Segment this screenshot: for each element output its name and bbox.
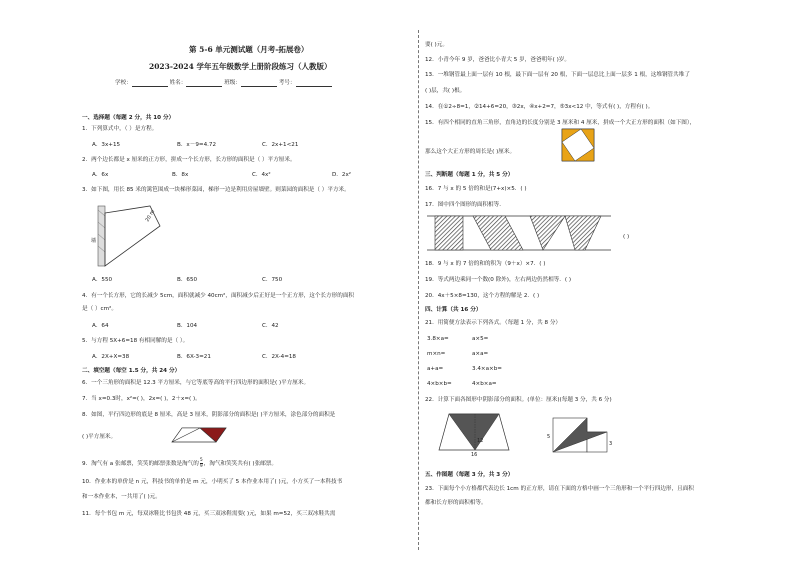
q21-row-2 [427, 351, 488, 358]
q4-option-b[interactable]: B．104 [177, 323, 198, 329]
q10-text-line2: 和一本作业本，一共用了( )元。 [82, 494, 161, 500]
q2-option-c[interactable]: C．4x² [252, 172, 271, 178]
id-label: 考号： [278, 80, 296, 86]
q4-option-a[interactable]: A．64 [92, 323, 109, 329]
q21-item: m×n= [427, 351, 446, 357]
q3-options [92, 277, 282, 284]
q13-text-line2: ( )层，共( )根。 [425, 88, 466, 94]
q22-text: 22．计算下面各图形中阴影部分的面积。(单位：厘米)(每题 3 分，共 6 分) [425, 397, 612, 403]
id-field[interactable] [296, 80, 332, 87]
q8-text-line1: 8．如图，平行四边形的底是 8 厘米，高是 3 厘米，阴影部分的面积是( )平方厘米，涂色部分的面积是 [82, 412, 336, 418]
class-label: 班级： [224, 80, 241, 86]
q1-option-a[interactable]: A．3x+15 [92, 142, 121, 148]
q13-text-line1: 13．一堆钢管最上面一层有 10 根，最下面一层有 20 根，下面一层总比上面一层多 1 根，这堆钢管共堆了 [425, 72, 690, 78]
section2-heading: 二、填空题（每空 1.5 分，共 24 分） [82, 368, 181, 374]
q21-item: 3.4×a×b= [472, 366, 502, 372]
q1-option-b[interactable]: B．x－9=4.72 [177, 142, 217, 148]
q2-options [92, 172, 351, 179]
q15-text-line2: 那么这个大正方形的周长是( )厘米。 [425, 149, 516, 155]
q19-text: 19．等式两边乘同一个数(0 除外)，左右两边仍然相等．( ) [425, 277, 572, 283]
school-label: 学校： [115, 80, 132, 86]
q18-text: 18．9 与 x 的 7 倍的和的积为（9＋x）×7．( ) [425, 261, 546, 267]
q21-item: a×a= [472, 351, 489, 357]
q21-row-1 [427, 336, 488, 343]
q2-option-d[interactable]: D．2x² [332, 172, 352, 178]
q9-fraction [200, 458, 203, 469]
q11-text: 11．每个书包 m 元，每双冰鞋比书包贵 48 元，买三双冰鞋需要( )元，如果 m=52，买三双冰鞋共需 [82, 511, 336, 517]
q23-text-line1: 23．下面每个小方格都代表边长 1cm 的正方形，请在下面的方格中画一个三角形和一个平行四边形，且面积 [425, 486, 694, 492]
q4-text-line1: 4．有一个长方形，它的长减少 5cm，面积就减少 40cm²，面积减少后正好是一个正方形，这个长方形的面积 [82, 293, 355, 299]
q8-parallelogram-figure [170, 426, 230, 444]
q5-option-c[interactable]: C．2X-4=18 [262, 354, 296, 360]
shape-triangle [530, 216, 565, 250]
fig2-right-label: 3 [609, 441, 613, 447]
shape-rectangle [435, 216, 463, 250]
q20-text: 20．4x＋5×8=130，这个方程的解是 2．( ) [425, 293, 540, 299]
column-divider [418, 30, 419, 550]
q3-option-b[interactable]: B．650 [177, 277, 198, 283]
q21-item: a+a= [427, 366, 444, 372]
q9-text [82, 458, 277, 469]
fig1-height-label: 12 [477, 438, 484, 444]
q17-answer-mark[interactable]: ( ) [623, 234, 630, 240]
q4-option-c[interactable]: C．42 [262, 323, 279, 329]
q9-fraction-denominator: 9 [199, 464, 203, 469]
q14-text: 14．在①2÷8=1，②14+6=20，③2x，④x+2=7，⑤3x<12 中，等式有( )，方程有( )。 [425, 104, 654, 110]
q9-text-post: ，淘气和笑笑共有( )张邮票。 [203, 461, 277, 467]
q23-text-line2: 都和长方形的面积相等。 [425, 500, 487, 506]
q21-item: a×5= [472, 336, 489, 342]
q1-text: 1．下列算式中，（ ）是方程。 [82, 126, 158, 132]
q4-options [92, 323, 279, 330]
q9-text-pre: 9．淘气有 a 张邮票，笑笑的邮票张数是淘气的 [82, 461, 199, 467]
q2-option-b[interactable]: B．8x [172, 172, 189, 178]
q5-options [92, 354, 296, 361]
q16-text: 16．7 与 x 的 5 倍的和是(7+x)×5．( ) [425, 186, 527, 192]
q21-item: 3.8×a= [427, 336, 449, 342]
q17-text: 17．图中四个图形的面积相等． [425, 202, 505, 208]
q6-text: 6．一个三角形的面积是 12.3 平方厘米，与它等底等高的平行四边形的面积是( )平方厘米。 [82, 380, 310, 386]
q3-wall-label: 墙 [91, 238, 97, 244]
fig1-base-label: 16 [471, 452, 478, 458]
q3-text: 3．如下图，用长 85 米的篱笆围成一块梯形菜园，梯形一边是利用房屋墙壁。则菜园的面积是（ ）平方米。 [82, 187, 350, 193]
q22-figure-1 [435, 412, 515, 456]
exam-title: 第 5-6 单元测试题（月考-拓展卷） [189, 45, 309, 54]
section4-heading: 四、计算（共 16 分） [425, 307, 482, 313]
section3-heading: 三、判断题（每题 1 分，共 5 分） [425, 172, 514, 178]
school-field[interactable] [132, 80, 168, 87]
student-info-row [115, 80, 332, 87]
q12-text: 12．小青今年 9 岁，爸爸比小青大 5 岁，爸爸明年( )岁。 [425, 57, 570, 63]
q21-item: 4×b×b= [427, 381, 452, 387]
q17-four-shapes-figure [425, 212, 615, 254]
q3-option-a[interactable]: A．550 [92, 277, 113, 283]
shape-trapezoid [565, 216, 601, 250]
name-field[interactable] [186, 80, 222, 87]
q3-option-c[interactable]: C．750 [262, 277, 283, 283]
q15-text-line1: 15．有四个相同的直角三角形，直角边的长度分别是 3 厘米和 4 厘米，拼成一个大正方形的面积（如下图）， [425, 120, 696, 126]
q5-option-b[interactable]: B．6X-3=21 [177, 354, 211, 360]
q2-option-a[interactable]: A．6x [92, 172, 109, 178]
q1-option-c[interactable]: C．2x+1<21 [262, 142, 299, 148]
q21-text: 21．用简便方法表示下列各式。（每题 1 分，共 8 分） [425, 320, 562, 326]
q5-text: 5．与方程 5X+6=18 有相同解的是（ ）。 [82, 338, 189, 344]
fig2-left-label: 5 [547, 434, 551, 440]
q21-row-3 [427, 366, 502, 373]
q3-trapezoid-figure [90, 198, 180, 273]
q4-text-line2: 是（ ）cm²。 [82, 306, 117, 312]
right-column [425, 0, 770, 562]
q21-item: 4×b×a= [472, 381, 497, 387]
q10-text-line1: 10．作业本的单价是 n 元，科技书的单价是 m 元，小明买了 5 本作业本用了( )元，小方买了一本科技书 [82, 479, 343, 485]
q11-text-end: 要( )元。 [425, 42, 448, 48]
section1-heading: 一、选择题（每题 2 分，共 10 分） [82, 115, 175, 121]
exam-subtitle: 2023-2024 学年五年级数学上册阶段练习（人教版） [149, 62, 332, 71]
class-field[interactable] [241, 80, 277, 87]
left-column [82, 0, 412, 562]
q2-text: 2．两个边长都是 x 厘米的正方形，拼成一个长方形，长方形的面积是（ ）平方厘米。 [82, 157, 296, 163]
q8-text-line2: ( )平方厘米。 [82, 434, 117, 440]
q15-pinwheel-figure [561, 128, 597, 164]
q1-options [92, 142, 298, 149]
q9-fraction-numerator: 5 [199, 458, 203, 463]
q22-figure-2 [545, 412, 623, 456]
q3-dim-label: 20 m [144, 208, 157, 223]
shape-parallelogram [473, 216, 523, 250]
section5-heading: 五、作图题（每题 3 分，共 3 分） [425, 472, 514, 478]
q21-row-4 [427, 381, 497, 388]
q7-text: 7．当 x=0.3时，x²=( )，2x=( )，2＋x=( )。 [82, 396, 201, 402]
name-label: 姓名： [169, 80, 187, 86]
q5-option-a[interactable]: A．2X+X=38 [92, 354, 130, 360]
